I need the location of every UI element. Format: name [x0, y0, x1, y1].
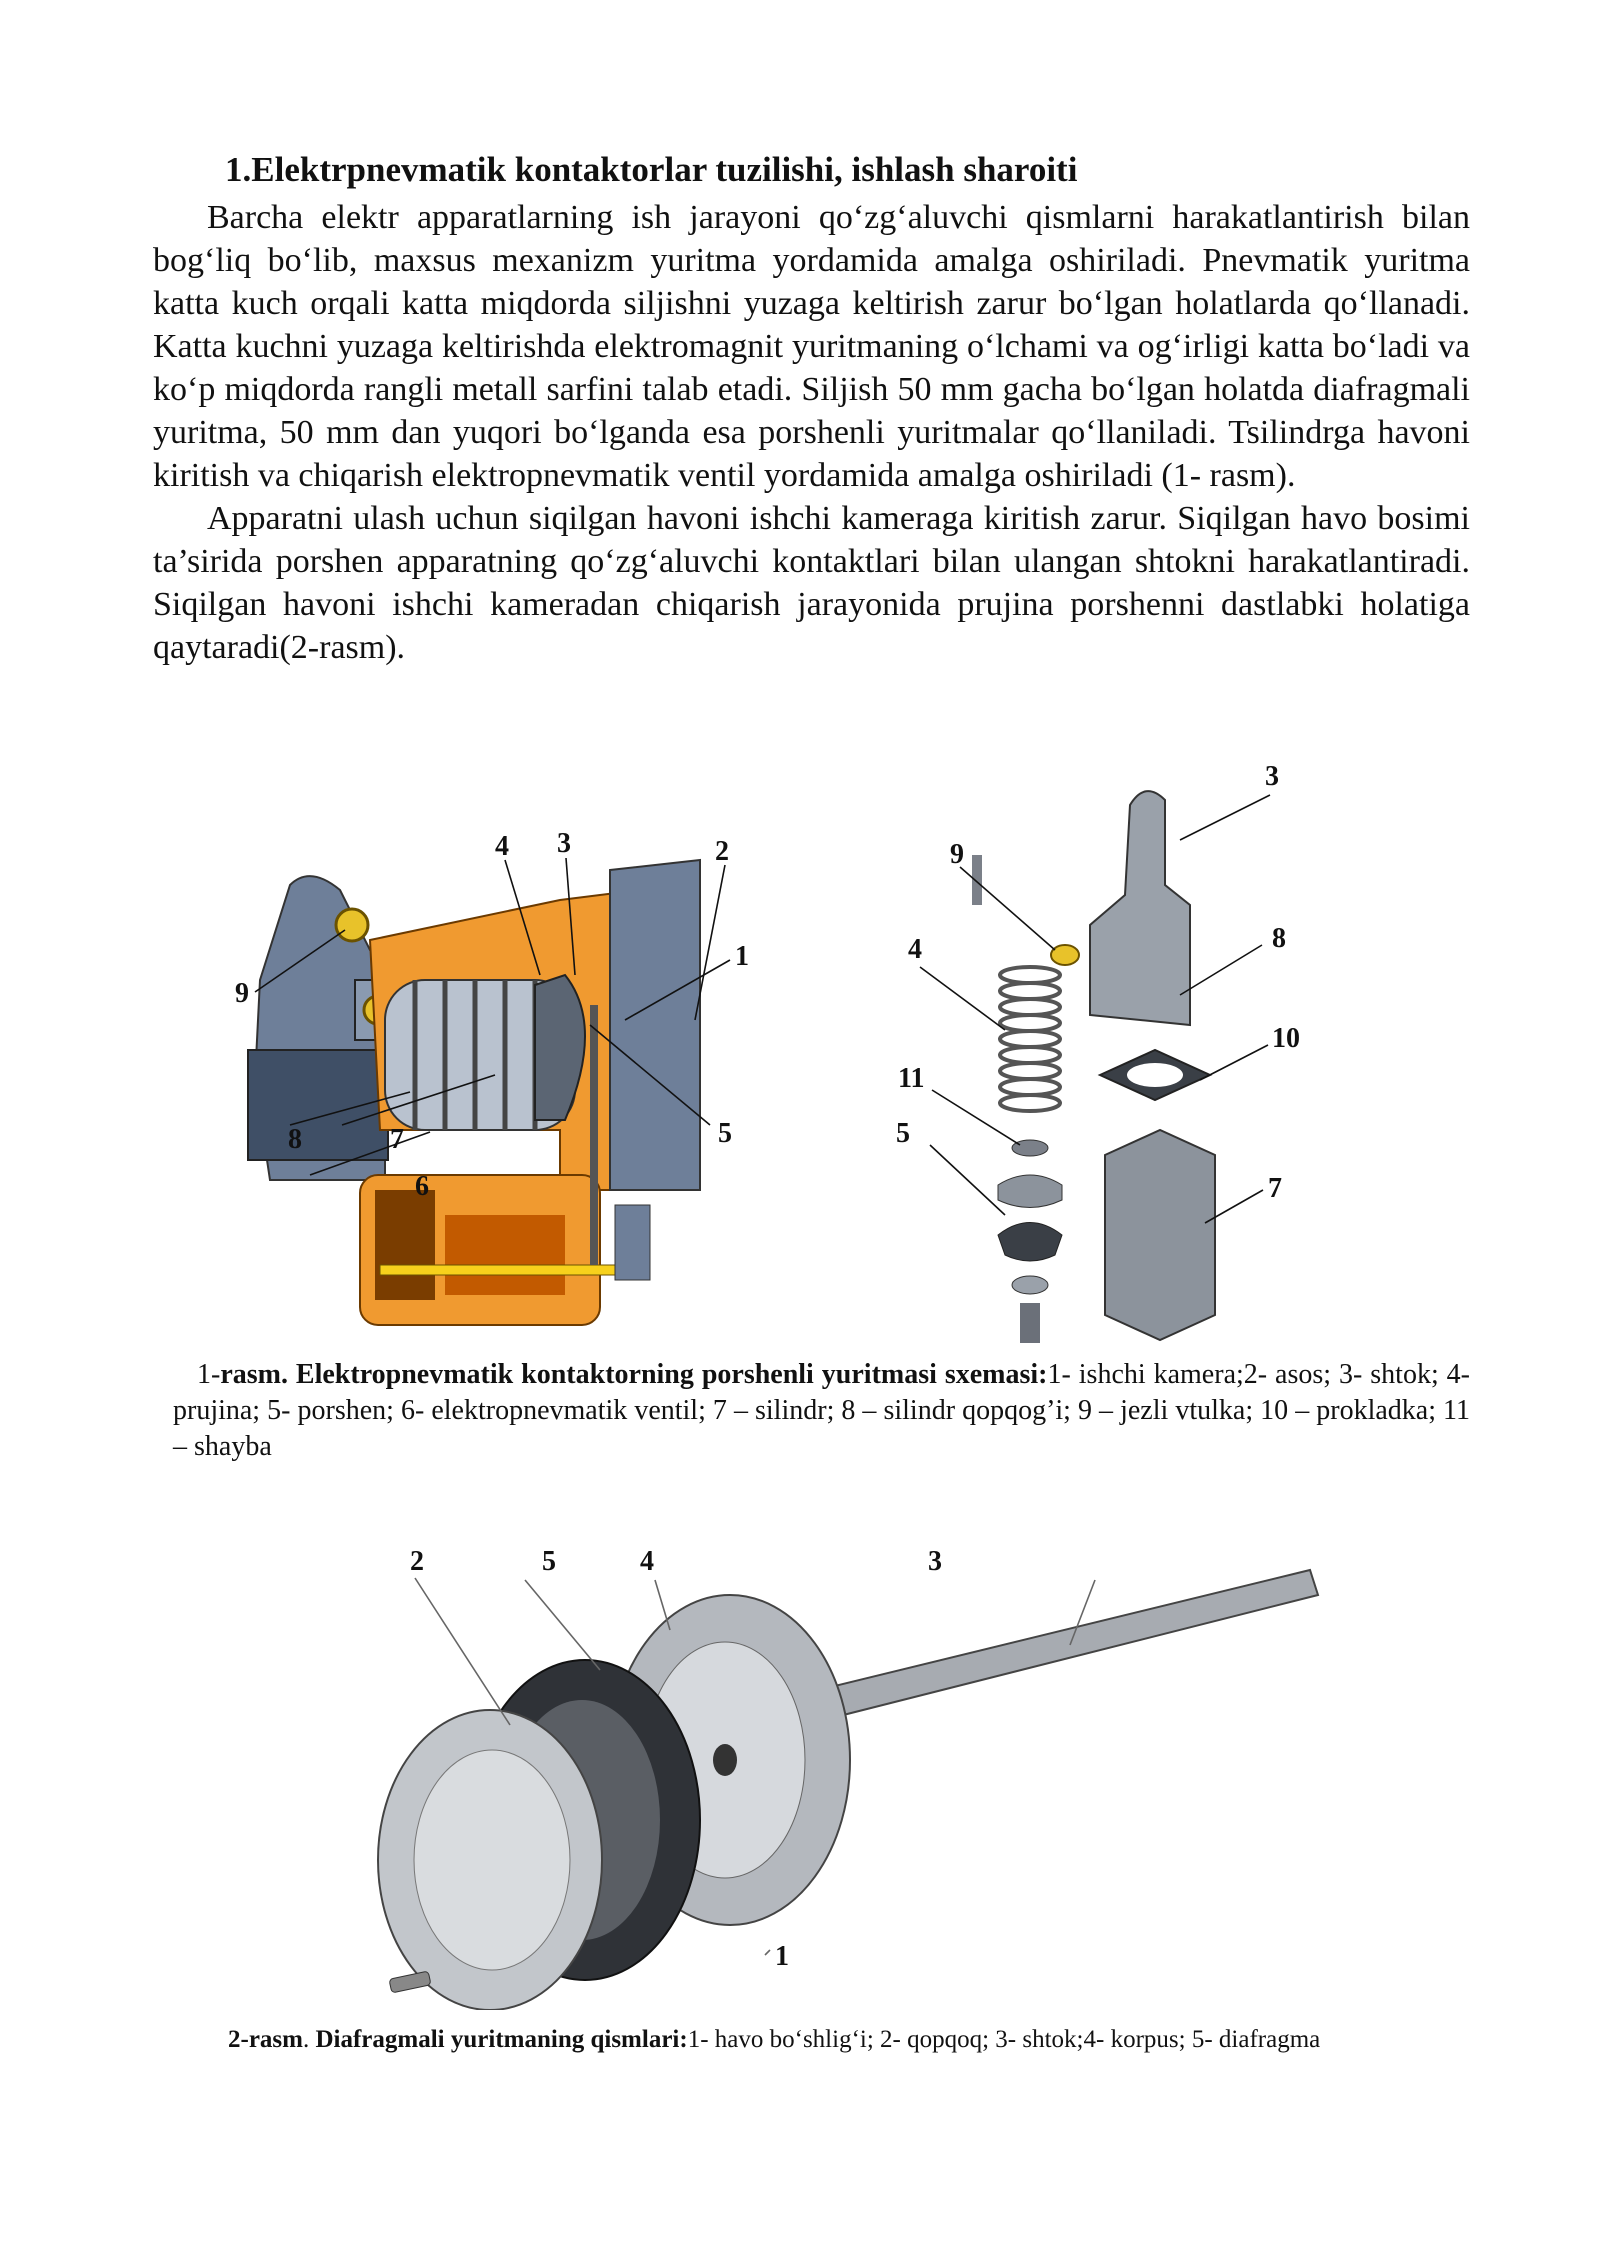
callout-label: 5: [542, 1546, 556, 1577]
callout-label: 9: [235, 978, 249, 1009]
callout-label: 7: [390, 1124, 404, 1155]
callout-label: 10: [1272, 1023, 1300, 1054]
caption-title: 2-rasm: [228, 2026, 303, 2053]
callout-label: 4: [908, 934, 922, 965]
callout-label: 3: [557, 830, 571, 859]
caption-subtitle: Diafragmali yuritmaning qismlari:: [315, 2026, 688, 2053]
caption-title: rasm. Elektropnevmatik kontaktorning porshenli yuritmasi sxemasi:: [220, 1359, 1048, 1390]
callout-label: 2: [410, 1546, 424, 1577]
cylinder-part: [1105, 1130, 1215, 1340]
caption-number: 1-: [197, 1359, 221, 1390]
callout-label: 4: [640, 1546, 654, 1577]
callout-label: 5: [718, 1118, 732, 1149]
washer-part: [1012, 1140, 1048, 1156]
callout-label: 9: [950, 839, 964, 870]
callout-label: 3: [928, 1546, 942, 1577]
callout-label: 2: [715, 836, 729, 867]
figure-2-caption: [228, 2024, 1478, 2056]
figure-1-caption: [173, 1357, 1470, 1465]
callout-label: 1: [775, 1941, 789, 1972]
caption-dot: .: [302, 2026, 316, 2053]
callout-label: 7: [1268, 1173, 1282, 1204]
exploded-parts-figure: [880, 755, 1320, 1355]
piston-drive-cutaway-figure: [230, 830, 820, 1360]
callout-label: 1: [735, 941, 749, 972]
callout-label: 8: [1272, 923, 1286, 954]
callout-label: 4: [495, 831, 509, 862]
spring-part: [1000, 967, 1060, 1111]
cylinder-cover-part: [1090, 791, 1190, 1025]
section-heading: 1.Elektrpnevmatik kontaktorlar tuzilishi, ishlash sharoiti: [225, 150, 1078, 189]
callout-label: 11: [898, 1063, 925, 1094]
paragraph: Barcha elektr apparatlarning ish jarayoni qo‘zg‘aluvchi qismlarni harakatlantirish bilan bog‘liq bo‘lib, maxsus mexanizm yuritma yordamida amalga oshiriladi. Pnevmatik yuritma katta kuch orqali katta miqdorda siljishni yuzaga keltirish zarur bo‘lgan holatlarda qo‘llanadi. Katta kuchni yuzaga keltirishda elektromagnit yuritmaning o‘lchami va og‘irligi katta bo‘ladi va ko‘p miqdorda rangli metall sarfini talab etadi. Siljish 50 mm gacha bo‘lgan holatda diafragmali yuritma, 50 mm dan yuqori bo‘lganda esa porshenli yuritmalar qo‘llaniladi. Tsilindrga havoni kiritish va chiqarish elektropnevmatik ventil yordamida amalga oshiriladi (1- rasm).: [153, 199, 1470, 494]
body-text: [153, 196, 1470, 669]
diaphragm-drive-figure: [370, 1530, 1340, 2010]
caption-body: 1- havo bo‘shlig‘i; 2- qopqoq; 3- shtok;4- korpus; 5- diafragma: [687, 2026, 1321, 2053]
callout-label: 6: [415, 1171, 429, 1202]
piston-part: [998, 1175, 1062, 1208]
caption-body: 1- ishchi kamera;2- asos; 3- shtok; 4- prujina; 5- porshen; 6- elektropnevmatik ventil; 7 – silindr; 8 – silindr qopqog’i; 9 – jezli vtulka; 10 – prokladka; 11 – shayba: [173, 1359, 1470, 1462]
callout-label: 5: [896, 1118, 910, 1149]
callout-label: 3: [1265, 761, 1279, 792]
paragraph: Apparatni ulash uchun siqilgan havoni ishchi kameraga kiritish zarur. Siqilgan havo bosimi ta’sirida porshen apparatning qo‘zg‘aluvchi kontaktlari bilan ulangan shtokni harakatlantiradi. Siqilgan havoni ishchi kameradan chiqarish jarayonida prujina porshenni dastlabki holatiga qaytaradi(2-rasm).: [153, 500, 1470, 666]
callout-label: 8: [288, 1124, 302, 1155]
flange-bracket: [248, 1050, 388, 1160]
